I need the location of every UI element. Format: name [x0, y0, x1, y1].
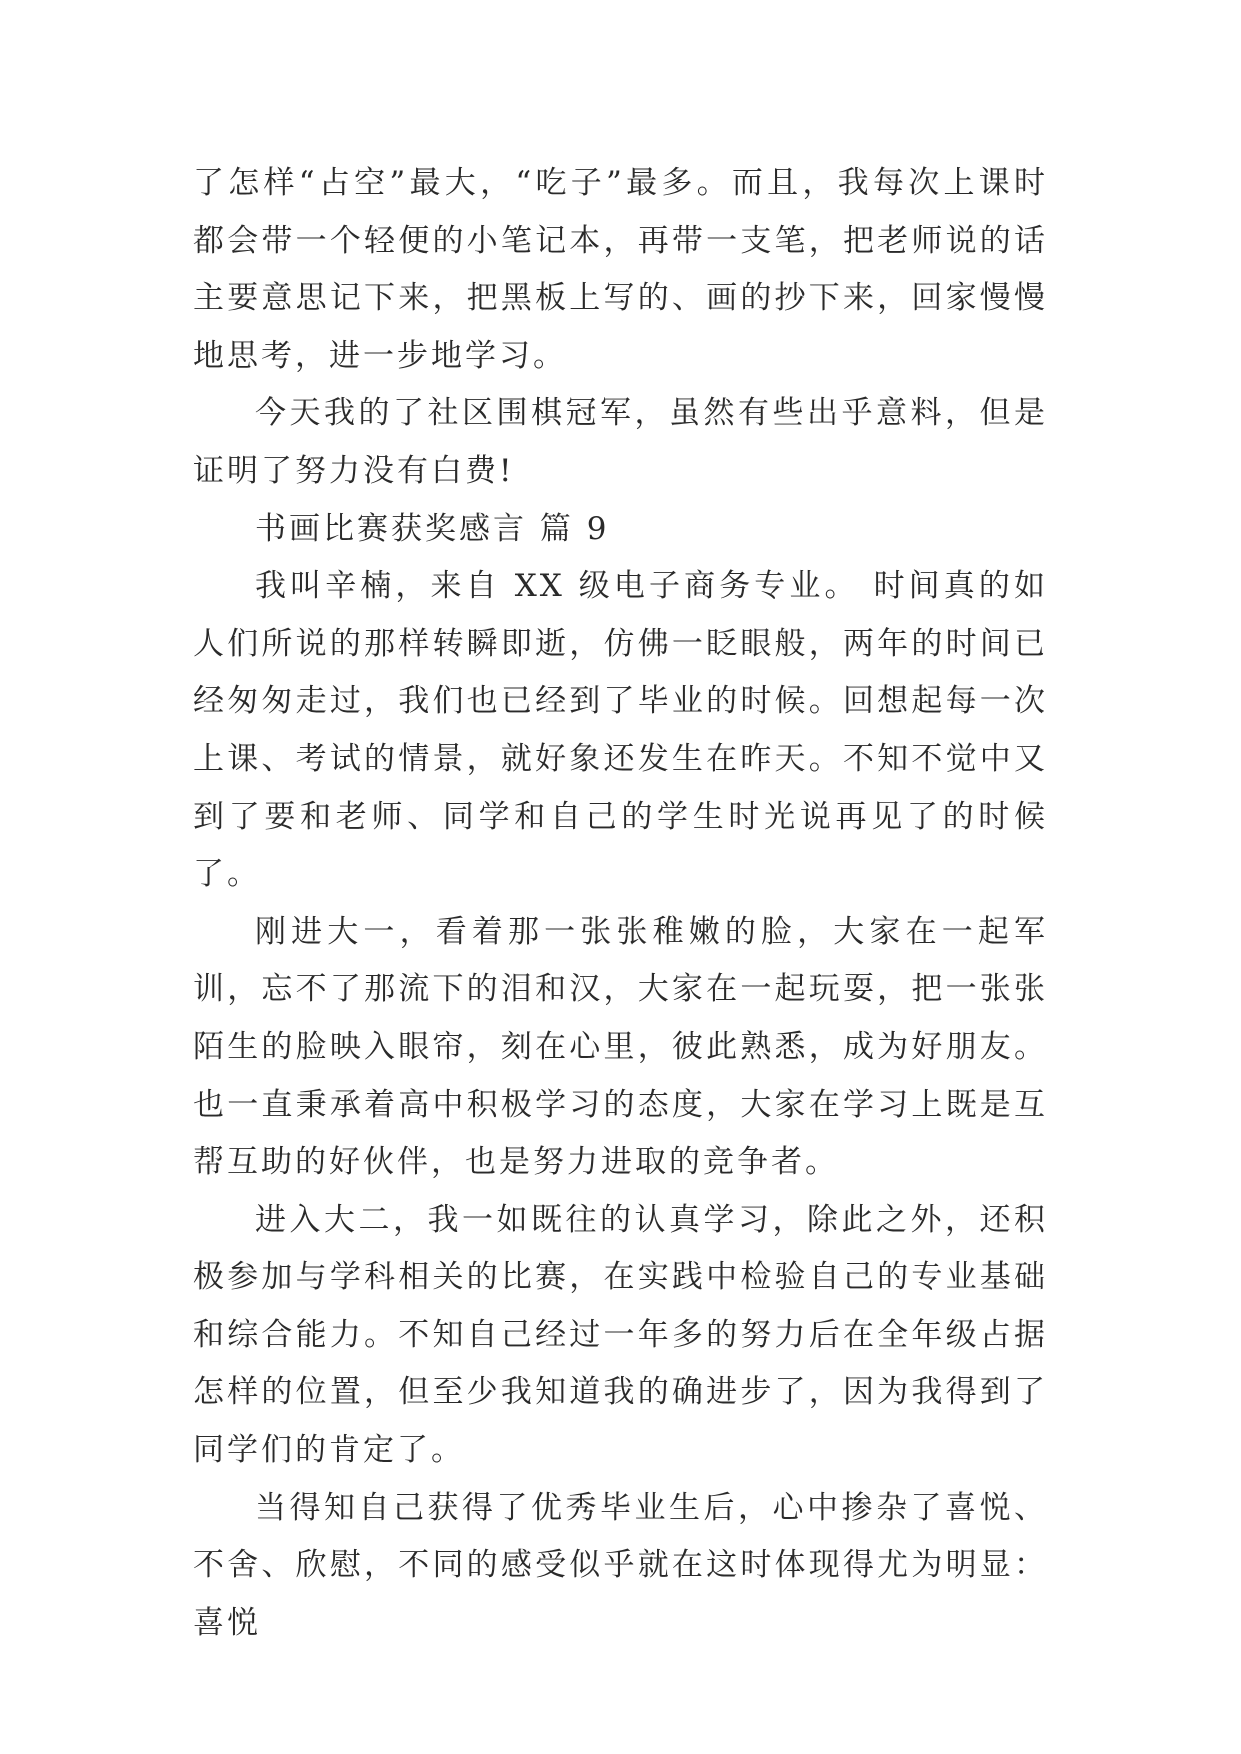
document-body: [193, 155, 1048, 1652]
paragraph-graduate: 当得知自己获得了优秀毕业生后，心中掺杂了喜悦、不舍、欣慰，不同的感受似乎就在这时体现得尤为明显：喜悦: [193, 1489, 1048, 1641]
paragraph-go-championship: 今天我的了社区围棋冠军，虽然有些出乎意料，但是证明了努力没有白费!: [193, 395, 1048, 489]
paragraph-introduction: 我叫辛楠，来自 XX 级电子商务专业。 时间真的如人们所说的那样转瞬即逝，仿佛一眨眼般，两年的时间已经匆匆走过，我们也已经到了毕业的时候。回想起每一次上课、考试的情景，就好象还发生在昨天。不知不觉中又到了要和老师、同学和自己的学生时光说再见了的时候了。: [193, 568, 1048, 893]
paragraph-first-year: 刚进大一，看着那一张张稚嫩的脸，大家在一起军训，忘不了那流下的泪和汉，大家在一起玩耍，把一张张陌生的脸映入眼帘，刻在心里，彼此熟悉，成为好朋友。也一直秉承着高中积极学习的态度，大家在学习上既是互帮互助的好伙伴，也是努力进取的竞争者。: [193, 913, 1048, 1181]
section-heading: 书画比赛获奖感言 篇 9: [255, 510, 610, 547]
paragraph-continued: 了怎样“占空”最大，“吃子”最多。而且，我每次上课时都会带一个轻便的小笔记本，再带一支笔，把老师说的话主要意思记下来，把黑板上写的、画的抄下来，回家慢慢地思考，进一步地学习。: [193, 165, 1048, 374]
paragraph-second-year: 进入大二，我一如既往的认真学习，除此之外，还积极参加与学科相关的比赛，在实践中检验自己的专业基础和综合能力。不知自己经过一年多的努力后在全年级占据怎样的位置，但至少我知道我的确进步了，因为我得到了同学们的肯定了。: [193, 1201, 1048, 1469]
